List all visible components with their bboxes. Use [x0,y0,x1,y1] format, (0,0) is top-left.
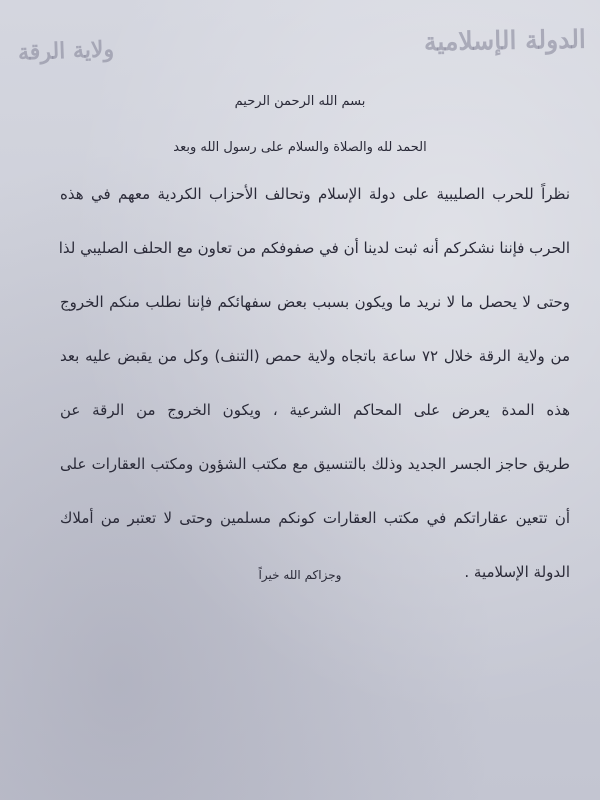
body-line: طريق حاجز الجسر الجديد وذلك بالتنسيق مع مكتب الشؤون ومكتب العقارات على [60,455,570,473]
body-line: الدولة الإسلامية . [464,563,570,581]
opening-praise: الحمد لله والصلاة والسلام على رسول الله وبعد [173,140,427,155]
header-stamp-right: الدولة الإسلامية [423,24,587,57]
body-line: هذه المدة يعرض على المحاكم الشرعية ، ويكون الخروج من الرقة عن [60,401,570,419]
body-line: من ولاية الرقة خلال ٧٢ ساعة باتجاه ولاية حمص (التنف) وكل من يقبض عليه بعد [60,347,570,365]
header-stamp-left: ولاية الرقة [17,36,115,66]
body-line: نظراً للحرب الصليبية على دولة الإسلام وتحالف الأحزاب الكردية معهم في هذه [60,185,570,203]
body-line: الحرب فإننا نشكركم أنه ثبت لدينا أن في صفوفكم من تعاون مع الحلف الصليبي لذا [58,239,570,257]
body-line: وحتى لا يحصل ما لا نريد ما ويكون بسبب بعض سفهائكم فإننا نطلب منكم الخروج [60,293,570,311]
letter-body [60,180,570,612]
closing-line: وجزاكم الله خيراً [258,568,342,582]
basmala: بسم الله الرحمن الرحيم [234,94,366,109]
body-line: أن تتعين عقاراتكم في مكتب العقارات كونكم مسلمين وحتى لا تعتبر من أملاك [60,509,570,527]
